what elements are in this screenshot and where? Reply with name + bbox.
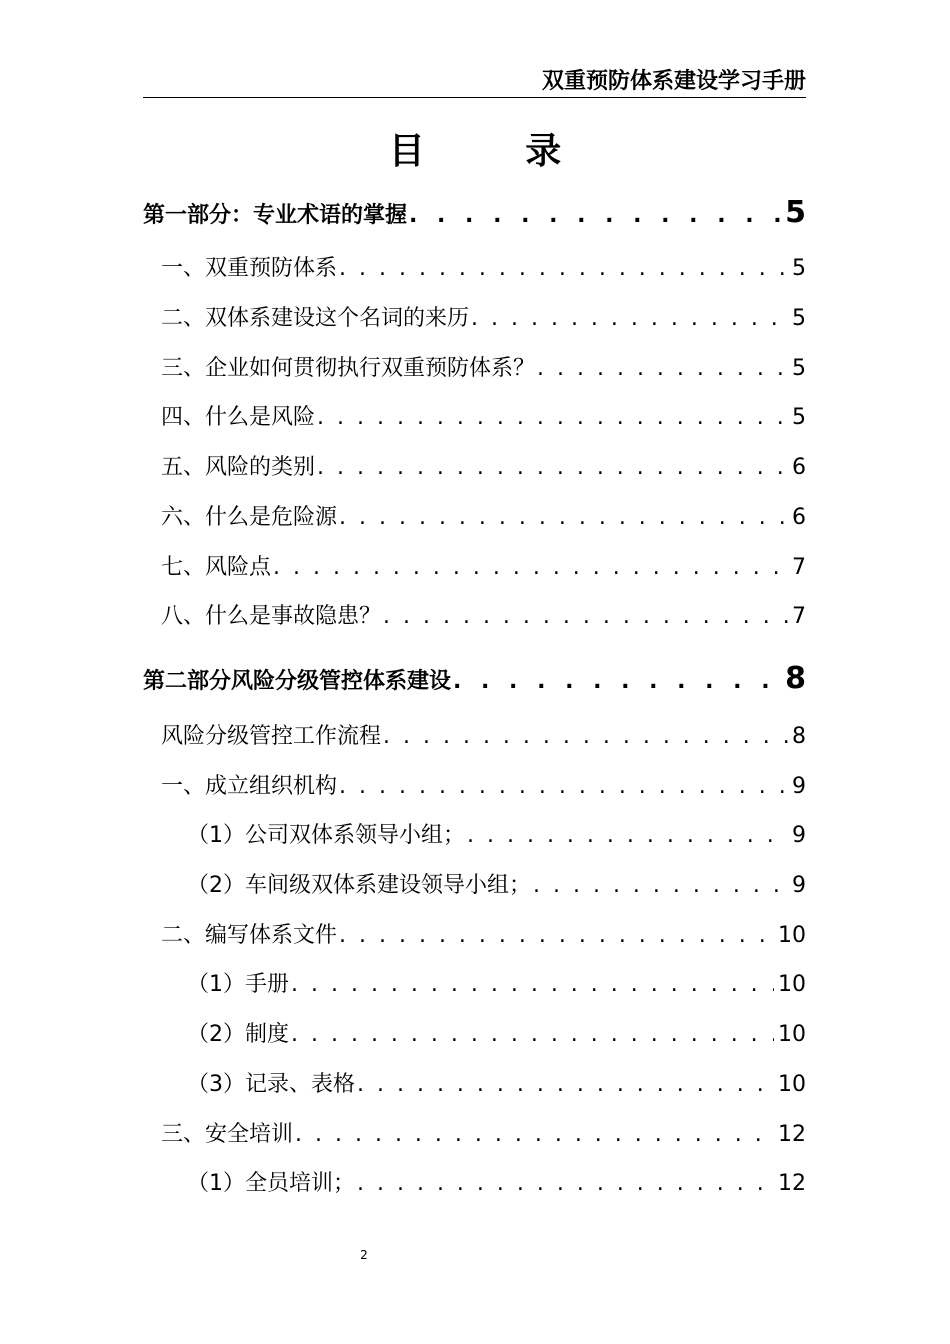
toc-dot-leader [409, 199, 781, 233]
toc-entry-page: 10 [778, 972, 806, 997]
toc-dot-leader [537, 352, 788, 386]
toc-entry-label: 第一部分：专业术语的掌握 [143, 203, 408, 228]
toc-dot-leader [339, 919, 774, 953]
toc-dot-leader [317, 401, 788, 435]
toc-entry-page: 5 [792, 256, 806, 281]
toc-entry[interactable] [161, 551, 806, 585]
toc-dot-leader [467, 819, 788, 853]
toc-entry-label: 风险分级管控工作流程 [161, 724, 382, 749]
toc-entry-page: 6 [792, 505, 806, 530]
toc-dot-leader [317, 451, 788, 485]
toc-entry[interactable] [187, 1068, 806, 1102]
toc-dot-leader [383, 600, 788, 634]
toc-dot-leader [357, 1167, 774, 1201]
toc-entry[interactable] [161, 401, 806, 435]
toc-dot-leader [533, 869, 788, 903]
toc-entry-part-1[interactable] [143, 196, 806, 230]
toc-entry[interactable] [161, 600, 806, 634]
toc-entry-page: 5 [785, 195, 806, 230]
toc-entry[interactable] [161, 919, 806, 953]
toc-entry-label: 七、风险点 [161, 555, 272, 580]
toc-dot-leader [383, 720, 788, 754]
toc-entry-label: 四、什么是风险 [161, 405, 316, 430]
toc-entry-page: 5 [792, 356, 806, 381]
toc-entry[interactable] [187, 1167, 806, 1201]
toc-entry-page: 5 [792, 405, 806, 430]
toc-entry-page: 9 [792, 873, 806, 898]
toc-entry-page: 7 [792, 555, 806, 580]
toc-entry-page: 7 [792, 604, 806, 629]
toc-entry-label: （3）记录、表格 [187, 1072, 355, 1097]
toc-dot-leader [291, 1018, 774, 1052]
toc-entry[interactable] [161, 720, 806, 754]
toc-entry-label: 二、双体系建设这个名词的来历 [161, 306, 470, 331]
toc-dot-leader [471, 302, 788, 336]
toc-entry-page: 12 [778, 1171, 806, 1196]
toc-entry-label: （1）公司双体系领导小组； [187, 823, 465, 848]
toc-entry-page: 8 [785, 661, 806, 696]
toc-dot-leader [295, 1118, 774, 1152]
toc-entry-label: 三、企业如何贯彻执行双重预防体系？ [161, 356, 536, 381]
toc-entry[interactable] [161, 501, 806, 535]
toc-dot-leader [339, 501, 788, 535]
toc-entry[interactable] [161, 302, 806, 336]
toc-entry-label: 五、风险的类别 [161, 455, 316, 480]
toc-entry-label: 一、成立组织机构 [161, 774, 338, 799]
header-title: 双重预防体系建设学习手册 [541, 69, 806, 94]
toc-entry[interactable] [187, 968, 806, 1002]
toc-entry-label: 八、什么是事故隐患？ [161, 604, 382, 629]
toc-entry-page: 6 [792, 455, 806, 480]
toc-entry-label: 一、双重预防体系 [161, 256, 338, 281]
toc-entry[interactable] [187, 1018, 806, 1052]
toc-entry[interactable] [161, 252, 806, 286]
toc-entry-page: 10 [778, 1022, 806, 1047]
toc-entry[interactable] [161, 451, 806, 485]
toc-entry-label: （1）手册 [187, 972, 289, 997]
toc-entry-page: 8 [792, 724, 806, 749]
toc-dot-leader [357, 1068, 774, 1102]
toc-dot-leader [291, 968, 774, 1002]
toc-dot-leader [273, 551, 788, 585]
toc-entry[interactable] [161, 1118, 806, 1152]
toc-entry-label: 六、什么是危险源 [161, 505, 338, 530]
toc-entry-page: 10 [778, 1072, 806, 1097]
toc-entry-label: （2）车间级双体系建设领导小组； [187, 873, 531, 898]
toc-entry-label: 三、安全培训 [161, 1122, 294, 1147]
toc-title: 目 录 [388, 131, 606, 172]
toc-entry-page: 12 [778, 1122, 806, 1147]
toc-entry-page: 10 [778, 923, 806, 948]
toc-dot-leader [339, 770, 788, 804]
page-number: 2 [360, 1248, 368, 1262]
toc-entry[interactable] [161, 770, 806, 804]
toc-entry[interactable] [161, 352, 806, 386]
toc-dot-leader [453, 665, 781, 699]
toc-entry-label: （2）制度 [187, 1022, 289, 1047]
table-of-contents [143, 0, 806, 1344]
toc-entry-page: 5 [792, 306, 806, 331]
toc-entry-label: （1）全员培训； [187, 1171, 355, 1196]
toc-entry-label: 第二部分风险分级管控体系建设 [143, 669, 452, 694]
toc-entry[interactable] [187, 869, 806, 903]
toc-entry-part-2[interactable] [143, 662, 806, 696]
toc-entry-page: 9 [792, 774, 806, 799]
toc-entry[interactable] [187, 819, 806, 853]
toc-entry-page: 9 [792, 823, 806, 848]
toc-dot-leader [339, 252, 788, 286]
toc-entry-label: 二、编写体系文件 [161, 923, 338, 948]
